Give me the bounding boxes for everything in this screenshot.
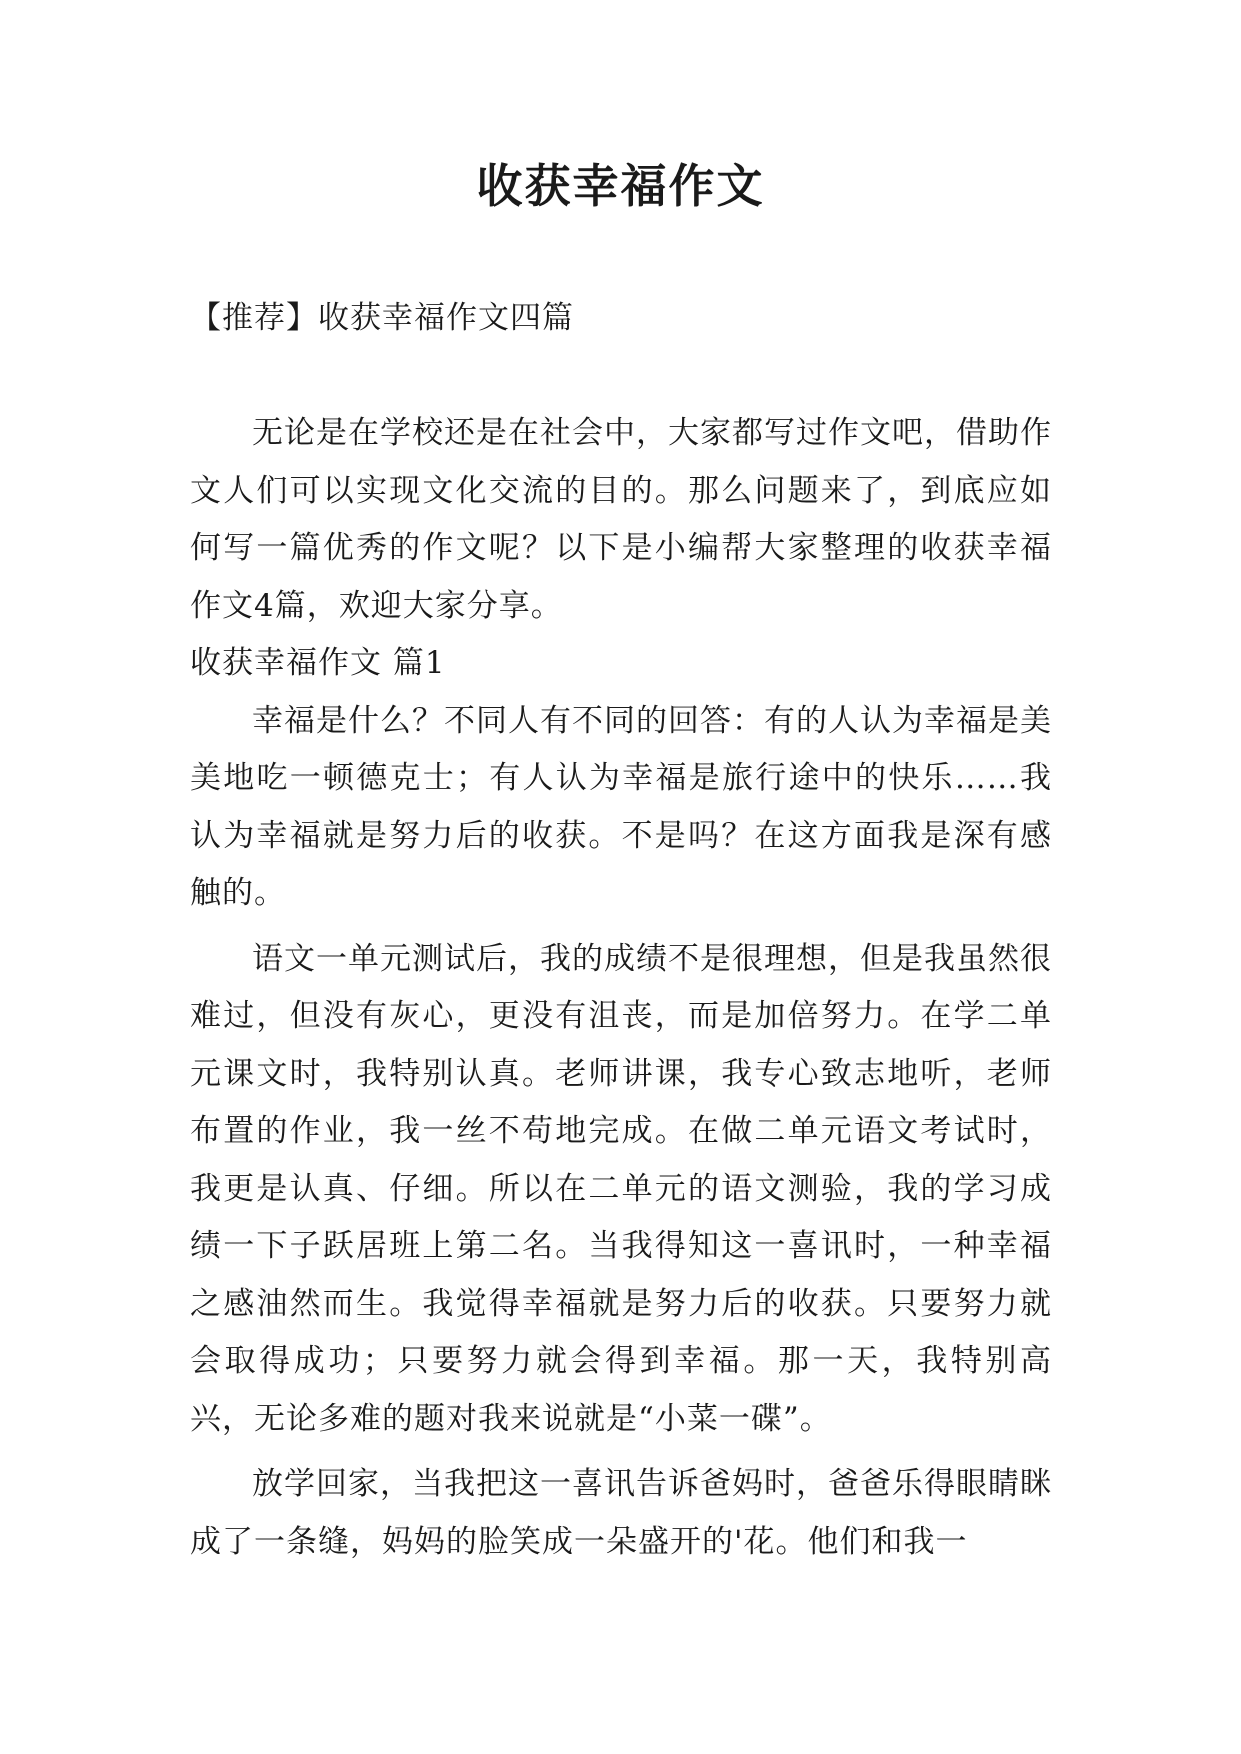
document-subtitle: 【推荐】收获幸福作文四篇 <box>190 300 574 336</box>
body-paragraph: 放学回家，当我把这一喜讯告诉爸妈时，爸爸乐得眼睛眯成了一条缝，妈妈的脸笑成一朵盛开的'花。他们和我一 <box>190 1466 1052 1560</box>
document-title: 收获幸福作文 <box>476 159 765 213</box>
intro-paragraph: 无论是在学校还是在社会中，大家都写过作文吧，借助作文人们可以实现文化交流的目的。那么问题来了，到底应如何写一篇优秀的作文呢？以下是小编帮大家整理的收获幸福作文4篇，欢迎大家分享。 <box>190 415 1052 624</box>
body-paragraph: 幸福是什么？不同人有不同的回答：有的人认为幸福是美美地吃一顿德克士；有人认为幸福是旅行途中的快乐……我认为幸福就是努力后的收获。不是吗？在这方面我是深有感触的。 <box>190 702 1052 911</box>
section-heading: 收获幸福作文 篇1 <box>190 645 446 681</box>
body-paragraph: 语文一单元测试后，我的成绩不是很理想，但是我虽然很难过，但没有灰心，更没有沮丧，而是加倍努力。在学二单元课文时，我特别认真。老师讲课，我专心致志地听，老师布置的作业，我一丝不苟地完成。在做二单元语文考试时，我更是认真、仔细。所以在二单元的语文测验，我的学习成绩一下子跃居班上第二名。当我得知这一喜讯时，一种幸福之感油然而生。我觉得幸福就是努力后的收获。只要努力就会取得成功；只要努力就会得到幸福。那一天，我特别高兴，无论多难的题对我来说就是“小菜一碟”。 <box>190 940 1052 1437</box>
document-body <box>190 405 1052 1571</box>
